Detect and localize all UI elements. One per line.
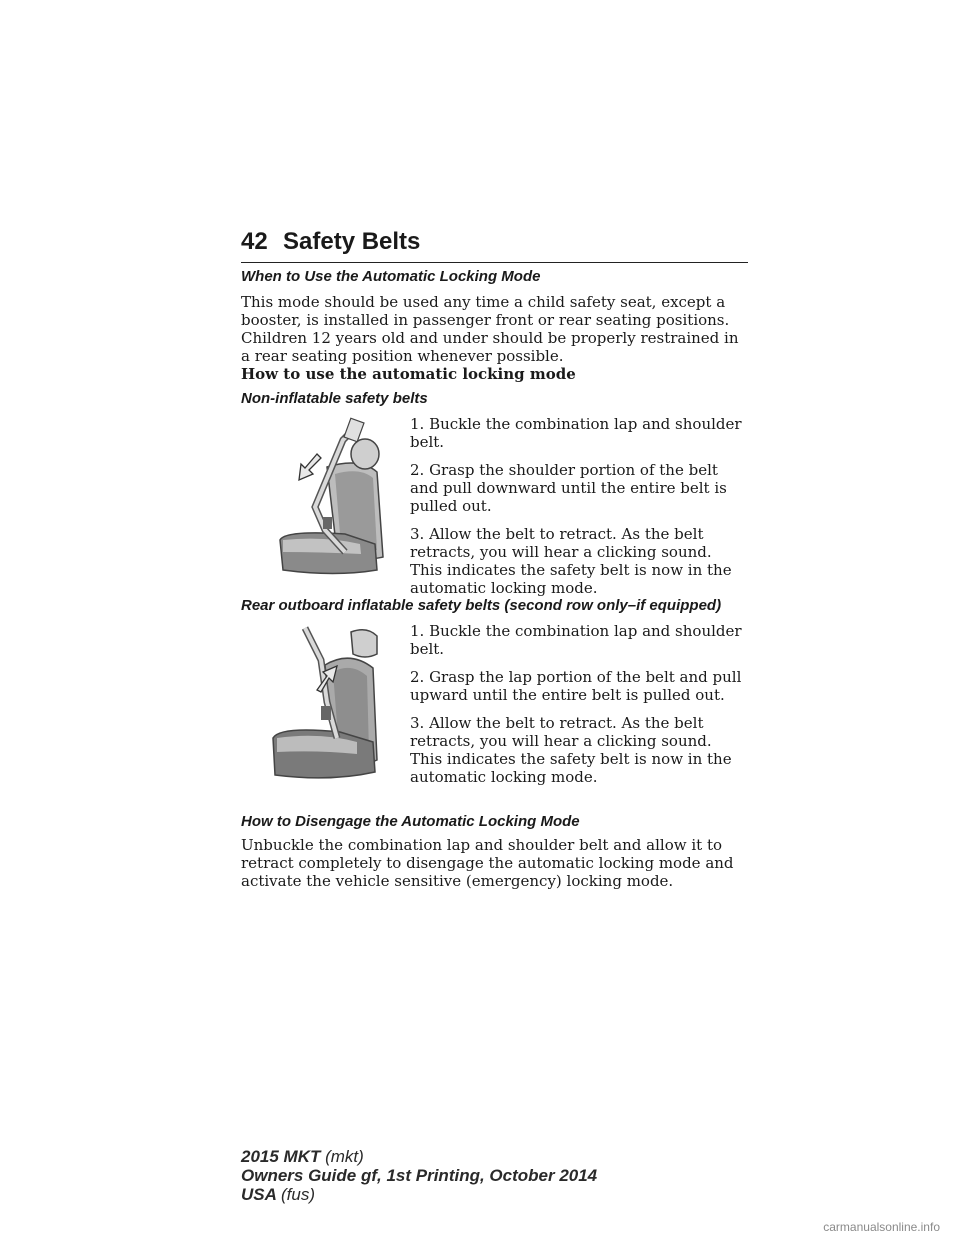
footer-model-code: (mkt) (325, 1147, 364, 1166)
step-item: 3. Allow the belt to retract. As the belt retracts, you will hear a clicking sound. This indicates the safety belt is now in the automatic locking mode. (410, 714, 732, 786)
step-item: 1. Buckle the combination lap and shoulder belt. (410, 622, 742, 658)
heading-disengage: How to Disengage the Automatic Locking Mode (241, 813, 580, 830)
document-footer (241, 1147, 597, 1204)
page-header (241, 228, 748, 263)
non-inflatable-steps (410, 415, 745, 607)
step-item: 3. Allow the belt to retract. As the belt retracts, you will hear a clicking sound. This indicates the safety belt is now in the automatic locking mode. (410, 525, 732, 597)
footer-line-2: Owners Guide gf, 1st Printing, October 2014 (241, 1166, 598, 1185)
rear-seat-belt-illustration (265, 620, 395, 788)
page-number: 42 (241, 228, 268, 255)
paragraph-disengage: Unbuckle the combination lap and shoulder belt and allow it to retract completely to disengage the automatic locking mode and activate the vehicle sensitive (emergency) locking mode. (241, 836, 734, 890)
section-title: Safety Belts (283, 228, 421, 255)
rear-outboard-steps (410, 622, 745, 796)
footer-model: 2015 MKT (241, 1147, 321, 1166)
heading-non-inflatable: Non-inflatable safety belts (241, 390, 428, 407)
step-item: 2. Grasp the lap portion of the belt and pull upward until the entire belt is pulled out. (410, 668, 742, 704)
step-item: 2. Grasp the shoulder portion of the belt and pull downward until the entire belt is pulled out. (410, 461, 727, 515)
footer-line-1 (241, 1147, 597, 1166)
front-seat-belt-illustration (265, 412, 395, 580)
watermark-link[interactable]: carmanualsonline.info (823, 1220, 940, 1234)
footer-market-code: (fus) (281, 1185, 315, 1204)
heading-rear-outboard: Rear outboard inflatable safety belts (second row only–if equipped) (241, 597, 722, 614)
footer-line-3 (241, 1185, 597, 1204)
paragraph-when-to-use: This mode should be used any time a child safety seat, except a booster, is installed in passenger front or rear seating positions. Children 12 years old and under should be properly restrained in a rear seating position whenever possible. (241, 293, 739, 365)
step-item: 1. Buckle the combination lap and shoulder belt. (410, 415, 742, 451)
heading-when-to-use: When to Use the Automatic Locking Mode (241, 268, 541, 285)
footer-market: USA (241, 1185, 277, 1204)
heading-how-to-use: How to use the automatic locking mode (241, 365, 576, 383)
